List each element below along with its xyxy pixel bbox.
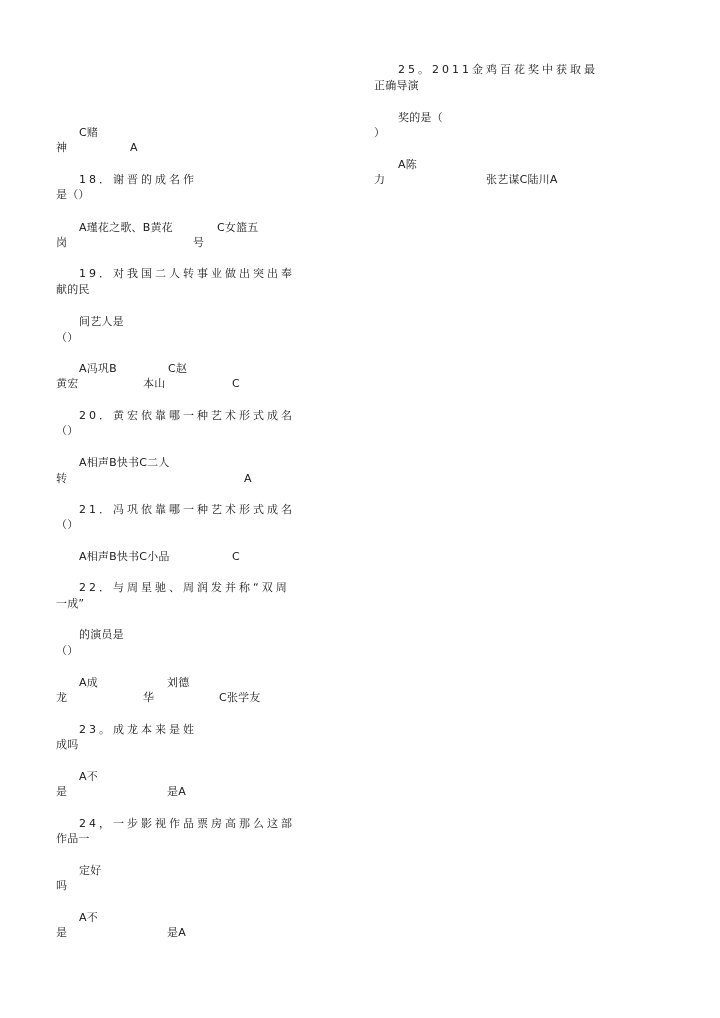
q25-paren: ） — [374, 126, 386, 139]
q24-title: 24，一步影视作品票房高那么这部 — [79, 817, 295, 830]
q20-title: 20．黄宏依靠哪一种艺术形式成名 — [79, 409, 295, 422]
q19-option-c: C赵 — [168, 362, 188, 375]
q25-line: 奖的是（ — [398, 111, 443, 124]
q19-title-cont: 献的民 — [56, 283, 90, 296]
q19-huang: 黄宏 — [56, 377, 79, 390]
q23-title-cont: 成吗 — [56, 738, 79, 751]
q18-hao: 号 — [193, 236, 205, 249]
q19-benshan: 本山 — [143, 377, 166, 390]
q22-long: 龙 — [56, 691, 68, 704]
q24-line: 定好 — [79, 864, 102, 877]
q18-option-c: C女篮五 — [217, 221, 259, 234]
q21-options: A相声B快书C小品 — [79, 550, 170, 563]
q21-title: 21．冯巩依靠哪一种艺术形式成名 — [79, 503, 295, 516]
q22-title: 22．与周星驰、周润发并称“双周 — [79, 581, 290, 594]
q25-title-cont: 正确导演 — [374, 79, 419, 92]
q18-title: 18．谢晋的成名作 — [79, 173, 197, 186]
q18-paren: 是（） — [56, 188, 90, 201]
q24-ma: 吗 — [56, 879, 68, 892]
q19-title: 19．对我国二人转事业做出突出奉 — [79, 267, 295, 280]
q23-answer: 是A — [167, 785, 186, 798]
q19-answer: C — [232, 377, 240, 390]
q20-zhuan: 转 — [56, 472, 68, 485]
q25-option-a: A陈 — [398, 158, 417, 171]
q24-option-a: A不 — [79, 911, 98, 924]
q22-option-a: A成 — [79, 676, 98, 689]
q17-option-c: C赌 — [79, 126, 99, 139]
q22-paren: （） — [56, 644, 79, 657]
q21-paren: （） — [56, 518, 79, 531]
q19-option-ab: A冯巩B — [79, 362, 117, 375]
q19-paren: （） — [56, 331, 79, 344]
q25-title: 25。2011金鸡百花奖中获取最 — [398, 63, 598, 76]
q25-options-bc: 张艺谋C陆川A — [486, 173, 558, 186]
q19-line: 间艺人是 — [79, 315, 124, 328]
q22-line: 的演员是 — [79, 628, 124, 641]
q22-title-cont: 一成” — [56, 597, 85, 610]
q20-options: A相声B快书C二人 — [79, 456, 170, 469]
q24-title-cont: 作品一 — [56, 832, 90, 845]
q18-option-ab: A瑾花之歌、B黄花 — [79, 221, 173, 234]
q17-option-c-cont: 神 — [56, 141, 68, 154]
q22-option-b: 刘德 — [167, 676, 190, 689]
q22-hua: 华 — [143, 691, 155, 704]
q25-li: 力 — [374, 173, 386, 186]
q22-option-c: C张学友 — [219, 691, 261, 704]
q21-answer: C — [232, 550, 240, 563]
q17-answer: A — [130, 141, 138, 154]
q20-answer: A — [244, 472, 252, 485]
q23-shi: 是 — [56, 785, 68, 798]
q23-title: 23。成龙本来是姓 — [79, 723, 197, 736]
q18-gang: 岗 — [56, 236, 68, 249]
q23-option-a: A不 — [79, 770, 98, 783]
q24-shi: 是 — [56, 926, 68, 939]
q20-paren: （） — [56, 424, 79, 437]
q24-answer: 是A — [167, 926, 186, 939]
